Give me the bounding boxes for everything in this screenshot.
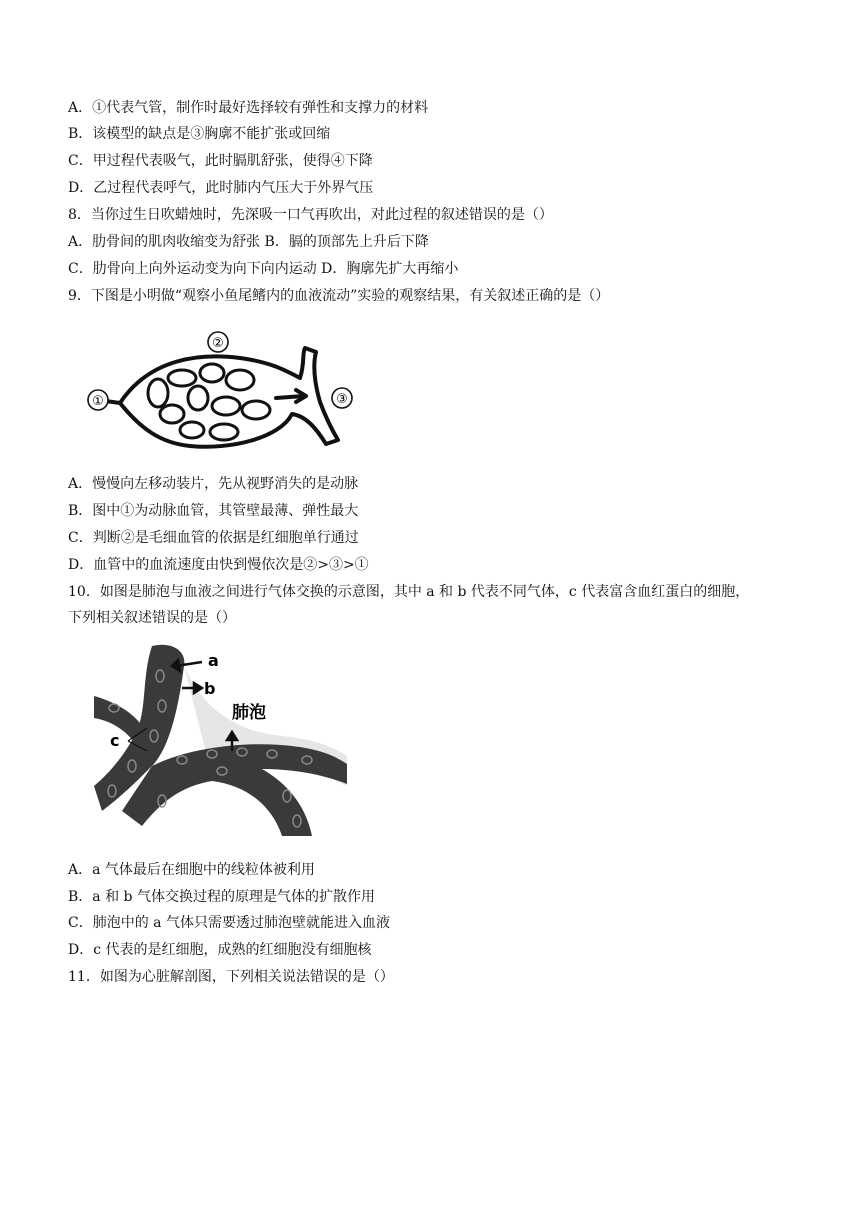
q10-label-b: b [204, 679, 216, 698]
q9-option-a: A．慢慢向左移动装片，先从视野消失的是动脉 [68, 476, 359, 492]
q9-option-d: D．血管中的血流速度由快到慢依次是②>③>① [68, 557, 369, 573]
q7-option-c: C．甲过程代表吸气，此时膈肌舒张，使得④下降 [68, 153, 373, 169]
q9-label-1: ① [92, 394, 104, 409]
q10-label-alveolus: 肺泡 [232, 703, 266, 723]
q11-stem: 11．如图为心脏解剖图，下列相关说法错误的是（） [68, 969, 394, 985]
q10-option-b: B．a 和 b 气体交换过程的原理是气体的扩散作用 [68, 889, 375, 905]
q7-option-b: B．该模型的缺点是③胸廓不能扩张或回缩 [68, 126, 331, 142]
q7-option-a: A．①代表气管，制作时最好选择较有弹性和支撑力的材料 [68, 100, 429, 116]
q8-options-row1: A．肋骨间的肌肉收缩变为舒张 B．膈的顶部先上升后下降 [68, 234, 429, 250]
q8-stem: 8．当你过生日吹蜡烛时，先深吸一口气再吹出，对此过程的叙述错误的是（） [68, 207, 553, 223]
alveolus-gas-exchange-figure [92, 636, 352, 838]
q9-option-b: B．图中①为动脉血管，其管壁最薄、弹性最大 [68, 503, 359, 519]
q10-stem-line1: 10．如图是肺泡与血液之间进行气体交换的示意图，其中 a 和 b 代表不同气体，c 代表富含血红蛋白的细胞， [68, 584, 750, 600]
q9-stem: 9．下图是小明做“观察小鱼尾鳍内的血液流动”实验的观察结果，有关叙述正确的是（） [68, 288, 610, 304]
q10-label-a: a [208, 651, 219, 670]
q8-options-row2: C．肋骨向上向外运动变为向下向内运动 D．胸廓先扩大再缩小 [68, 261, 459, 277]
q10-stem-line2: 下列相关叙述错误的是（） [68, 610, 236, 626]
q9-label-2: ② [212, 336, 224, 351]
q10-option-a: A．a 气体最后在细胞中的线粒体被利用 [68, 862, 315, 878]
q10-label-c: c [110, 731, 120, 750]
q9-label-3: ③ [336, 392, 348, 407]
q10-option-c: C．肺泡中的 a 气体只需要透过肺泡壁就能进入血液 [68, 915, 390, 931]
fish-tail-blood-flow-figure [80, 318, 380, 458]
q10-option-d: D．c 代表的是红细胞，成熟的红细胞没有细胞核 [68, 942, 372, 958]
q7-option-d: D．乙过程代表呼气，此时肺内气压大于外界气压 [68, 180, 374, 196]
q9-option-c: C．判断②是毛细血管的依据是红细胞单行通过 [68, 530, 359, 546]
